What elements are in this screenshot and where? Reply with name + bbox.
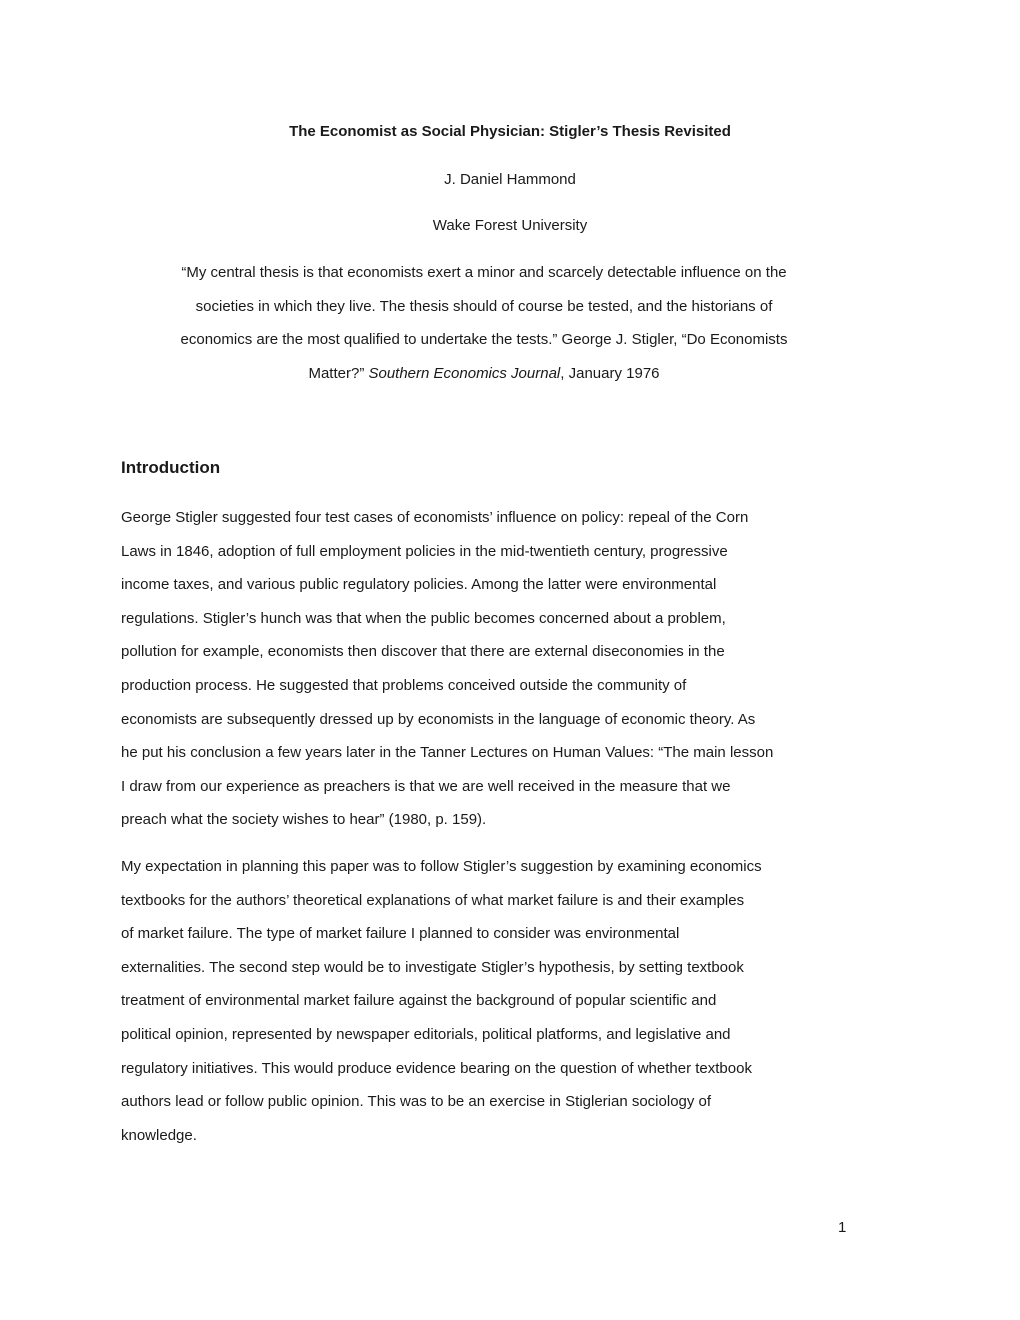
- page-number: 1: [838, 1219, 847, 1236]
- paragraph-line: I draw from our experience as preachers is that we are well received in the measure that we: [121, 777, 731, 795]
- paragraph-line: My expectation in planning this paper was to follow Stigler’s suggestion by examining economics: [121, 858, 762, 875]
- epigraph-line: [130, 357, 838, 391]
- paragraph-line: political opinion, represented by newspaper editorials, political platforms, and legislative and: [121, 1025, 731, 1043]
- paragraph-line: income taxes, and various public regulatory policies. Among the latter were environmental: [121, 576, 717, 594]
- paragraph-line: pollution for example, economists then discover that there are external diseconomies in the: [121, 643, 725, 661]
- paragraph-line: economists are subsequently dressed up by economists in the language of economic theory. As: [121, 710, 756, 728]
- paragraph-line: Laws in 1846, adoption of full employment policies in the mid-twentieth century, progressive: [121, 542, 728, 560]
- epigraph-text: , January 1976: [560, 365, 660, 383]
- paragraph-line: treatment of environmental market failure against the background of popular scientific and: [121, 992, 717, 1010]
- paragraph-line: regulations. Stigler’s hunch was that when the public becomes concerned about a problem,: [121, 609, 726, 627]
- epigraph-line: economics are the most qualified to undertake the tests.” George J. Stigler, “Do Economists: [180, 331, 788, 349]
- paragraph-line: regulatory initiatives. This would produce evidence bearing on the question of whether textbook: [121, 1059, 752, 1077]
- paragraph-line: George Stigler suggested four test cases of economists’ influence on policy: repeal of the Corn: [121, 509, 749, 526]
- journal-name: Southern Economics Journal: [368, 365, 561, 383]
- paper-title: The Economist as Social Physician: Stigler’s Thesis Revisited: [289, 123, 731, 140]
- paragraph-line: textbooks for the authors’ theoretical explanations of what market failure is and their examples: [121, 891, 745, 909]
- author-affiliation: Wake Forest University: [432, 217, 588, 234]
- paragraph-line: preach what the society wishes to hear” (1980, p. 159).: [121, 811, 487, 829]
- epigraph-line: “My central thesis is that economists exert a minor and scarcely detectable influence on the: [181, 264, 787, 281]
- paragraph-1: [121, 501, 856, 837]
- paragraph-line: production process. He suggested that problems conceived outside the community of: [121, 676, 687, 694]
- epigraph-line: societies in which they live. The thesis should of course be tested, and the historians of: [195, 297, 773, 315]
- paragraph-line: of market failure. The type of market failure I planned to consider was environmental: [121, 925, 680, 943]
- section-heading: Introduction: [121, 458, 221, 477]
- paragraph-line: knowledge.: [121, 1126, 197, 1144]
- paragraph-line: he put his conclusion a few years later in the Tanner Lectures on Human Values: “The main lesson: [121, 744, 774, 762]
- epigraph-text: Matter?”: [308, 365, 369, 383]
- epigraph: [130, 256, 838, 391]
- paragraph-line: externalities. The second step would be to investigate Stigler’s hypothesis, by setting textbook: [121, 958, 744, 976]
- paragraph-line: authors lead or follow public opinion. This was to be an exercise in Stiglerian sociology of: [121, 1093, 712, 1111]
- author-name: J. Daniel Hammond: [444, 171, 576, 188]
- paragraph-2: [121, 850, 856, 1152]
